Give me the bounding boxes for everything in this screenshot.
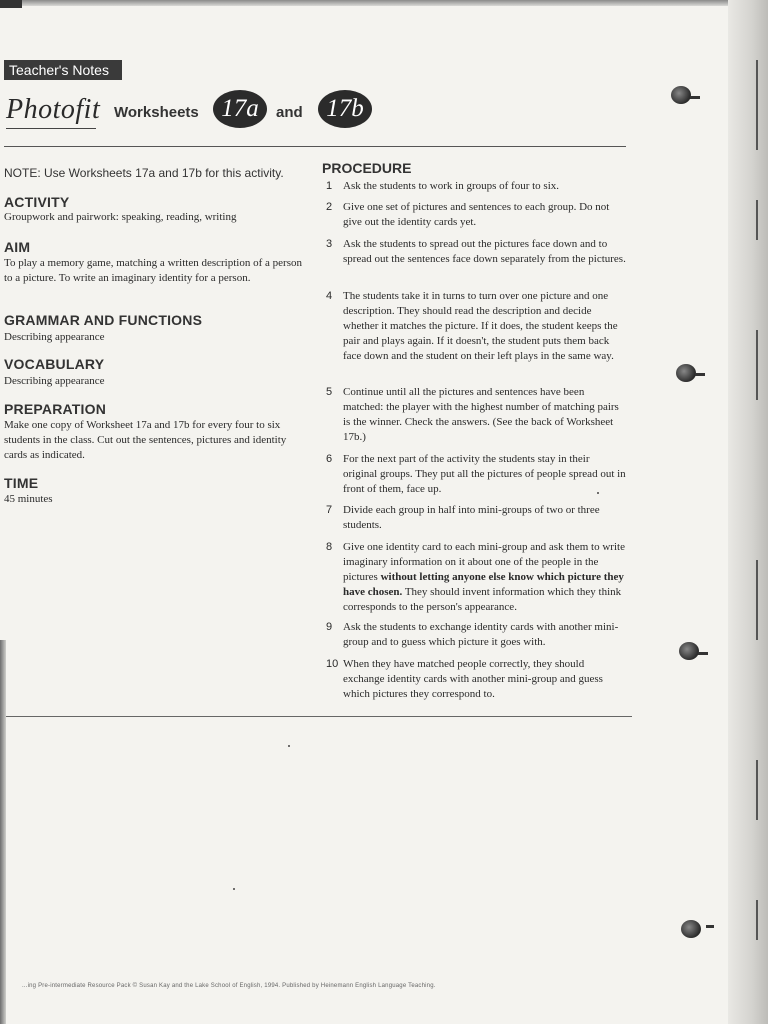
procedure-step	[326, 200, 626, 230]
activity-heading: ACTIVITY	[4, 194, 70, 210]
step-text: The students take it in turns to turn over one picture and one description. They should read the description and decide whether it matches the picture. If it does, the student keeps the pair and plays again. If it doesn't, the student puts them back face down and the student on their left plays in the same way.	[343, 290, 618, 362]
step-number: 9	[326, 621, 333, 633]
step-number: 3	[326, 238, 333, 250]
step-number: 10	[326, 658, 339, 670]
step-text: Divide each group in half into mini-groups of two or three students.	[343, 504, 600, 531]
vocabulary-body: Describing appearance	[4, 375, 105, 387]
step-text: Ask the students to spread out the pictures face down and to spread out the sentences face down separately from the pictures.	[343, 238, 626, 265]
worksheets-label: Worksheets	[114, 104, 199, 121]
aim-body: To play a memory game, matching a written description of a person to a picture. To write an imaginary identity for a person.	[4, 257, 302, 284]
procedure-step	[326, 289, 626, 364]
vocabulary-heading: VOCABULARY	[4, 356, 105, 372]
aim-heading: AIM	[4, 239, 31, 255]
punch-hole-icon	[676, 364, 696, 382]
footer-divider	[6, 716, 632, 717]
step-text: For the next part of the activity the students stay in their original groups. They put all the pictures of people spread out in front of them, face up.	[343, 453, 626, 495]
time-body: 45 minutes	[4, 493, 53, 505]
binding-edge	[728, 0, 768, 1024]
punch-hole-mark	[695, 373, 705, 376]
step-text	[343, 540, 626, 615]
activity-body: Groupwork and pairwork: speaking, reading, writing	[4, 211, 237, 223]
punch-hole-mark	[706, 925, 714, 928]
page-left-shadow	[0, 640, 6, 1024]
step-text-emphasis: without letting anyone else know which picture they have chosen.	[343, 571, 624, 598]
punch-hole-icon	[679, 642, 699, 660]
step-text: Give one set of pictures and sentences to each group. Do not give out the identity cards yet.	[343, 201, 610, 228]
step-number: 8	[326, 541, 333, 553]
procedure-step	[326, 540, 626, 615]
paper-speck	[597, 492, 599, 494]
teachers-notes-badge: Teacher's Notes	[4, 60, 122, 80]
time-heading: TIME	[4, 475, 39, 491]
procedure-step	[326, 620, 626, 650]
step-number: 2	[326, 201, 333, 213]
page-top-shadow	[0, 0, 768, 6]
worksheet-17b-badge: 17b	[318, 90, 372, 128]
grammar-heading: GRAMMAR AND FUNCTIONS	[4, 312, 203, 328]
procedure-step	[326, 503, 626, 533]
page-title: Photofit	[6, 94, 101, 125]
step-text: When they have matched people correctly, they should exchange identity cards with another mini-group and guess which pictures they correspond to.	[343, 658, 603, 700]
punch-hole-icon	[671, 86, 691, 104]
step-number: 6	[326, 453, 333, 465]
step-text-part: They should invent information which they think corresponds to the person's appearance.	[343, 586, 622, 613]
grammar-body: Describing appearance	[4, 331, 105, 343]
procedure-step	[326, 385, 626, 445]
and-label: and	[276, 104, 303, 121]
procedure-step	[326, 179, 626, 194]
punch-hole-icon	[681, 920, 701, 938]
page-corner-shadow	[0, 0, 22, 8]
step-text-part: Give one identity card to each mini-group and ask them to write imaginary information on it about one of the people in the pictures	[343, 541, 625, 583]
punch-hole-mark	[690, 96, 700, 99]
procedure-step	[326, 452, 626, 497]
procedure-heading: PROCEDURE	[322, 160, 412, 176]
step-number: 5	[326, 386, 333, 398]
procedure-step	[326, 657, 626, 702]
paper-speck	[288, 745, 290, 747]
worksheet-17a-badge: 17a	[213, 90, 267, 128]
copyright-footer: ...ing Pre-intermediate Resource Pack © Susan Kay and the Lake School of English, 1994. Published by Heinemann English Language Teaching.	[22, 983, 436, 989]
procedure-step	[326, 237, 626, 267]
paper-speck	[233, 888, 235, 890]
step-number: 4	[326, 290, 333, 302]
step-text: Ask the students to work in groups of four to six.	[343, 180, 560, 192]
step-number: 7	[326, 504, 333, 516]
step-text: Ask the students to exchange identity cards with another mini-group and to guess which picture it goes with.	[343, 621, 619, 648]
step-text: Continue until all the pictures and sentences have been matched: the player with the highest number of matching pairs is the winner. Check the answers. (See the back of Worksheet 17b.)	[343, 386, 619, 443]
step-number: 1	[326, 180, 333, 192]
preparation-heading: PREPARATION	[4, 401, 107, 417]
punch-hole-mark	[698, 652, 708, 655]
usage-note: NOTE: Use Worksheets 17a and 17b for this activity.	[4, 166, 284, 180]
header-divider	[4, 146, 626, 147]
preparation-body: Make one copy of Worksheet 17a and 17b for every four to six students in the class. Cut out the sentences, pictures and identity cards as indicated.	[4, 419, 287, 461]
title-underline	[6, 128, 96, 129]
